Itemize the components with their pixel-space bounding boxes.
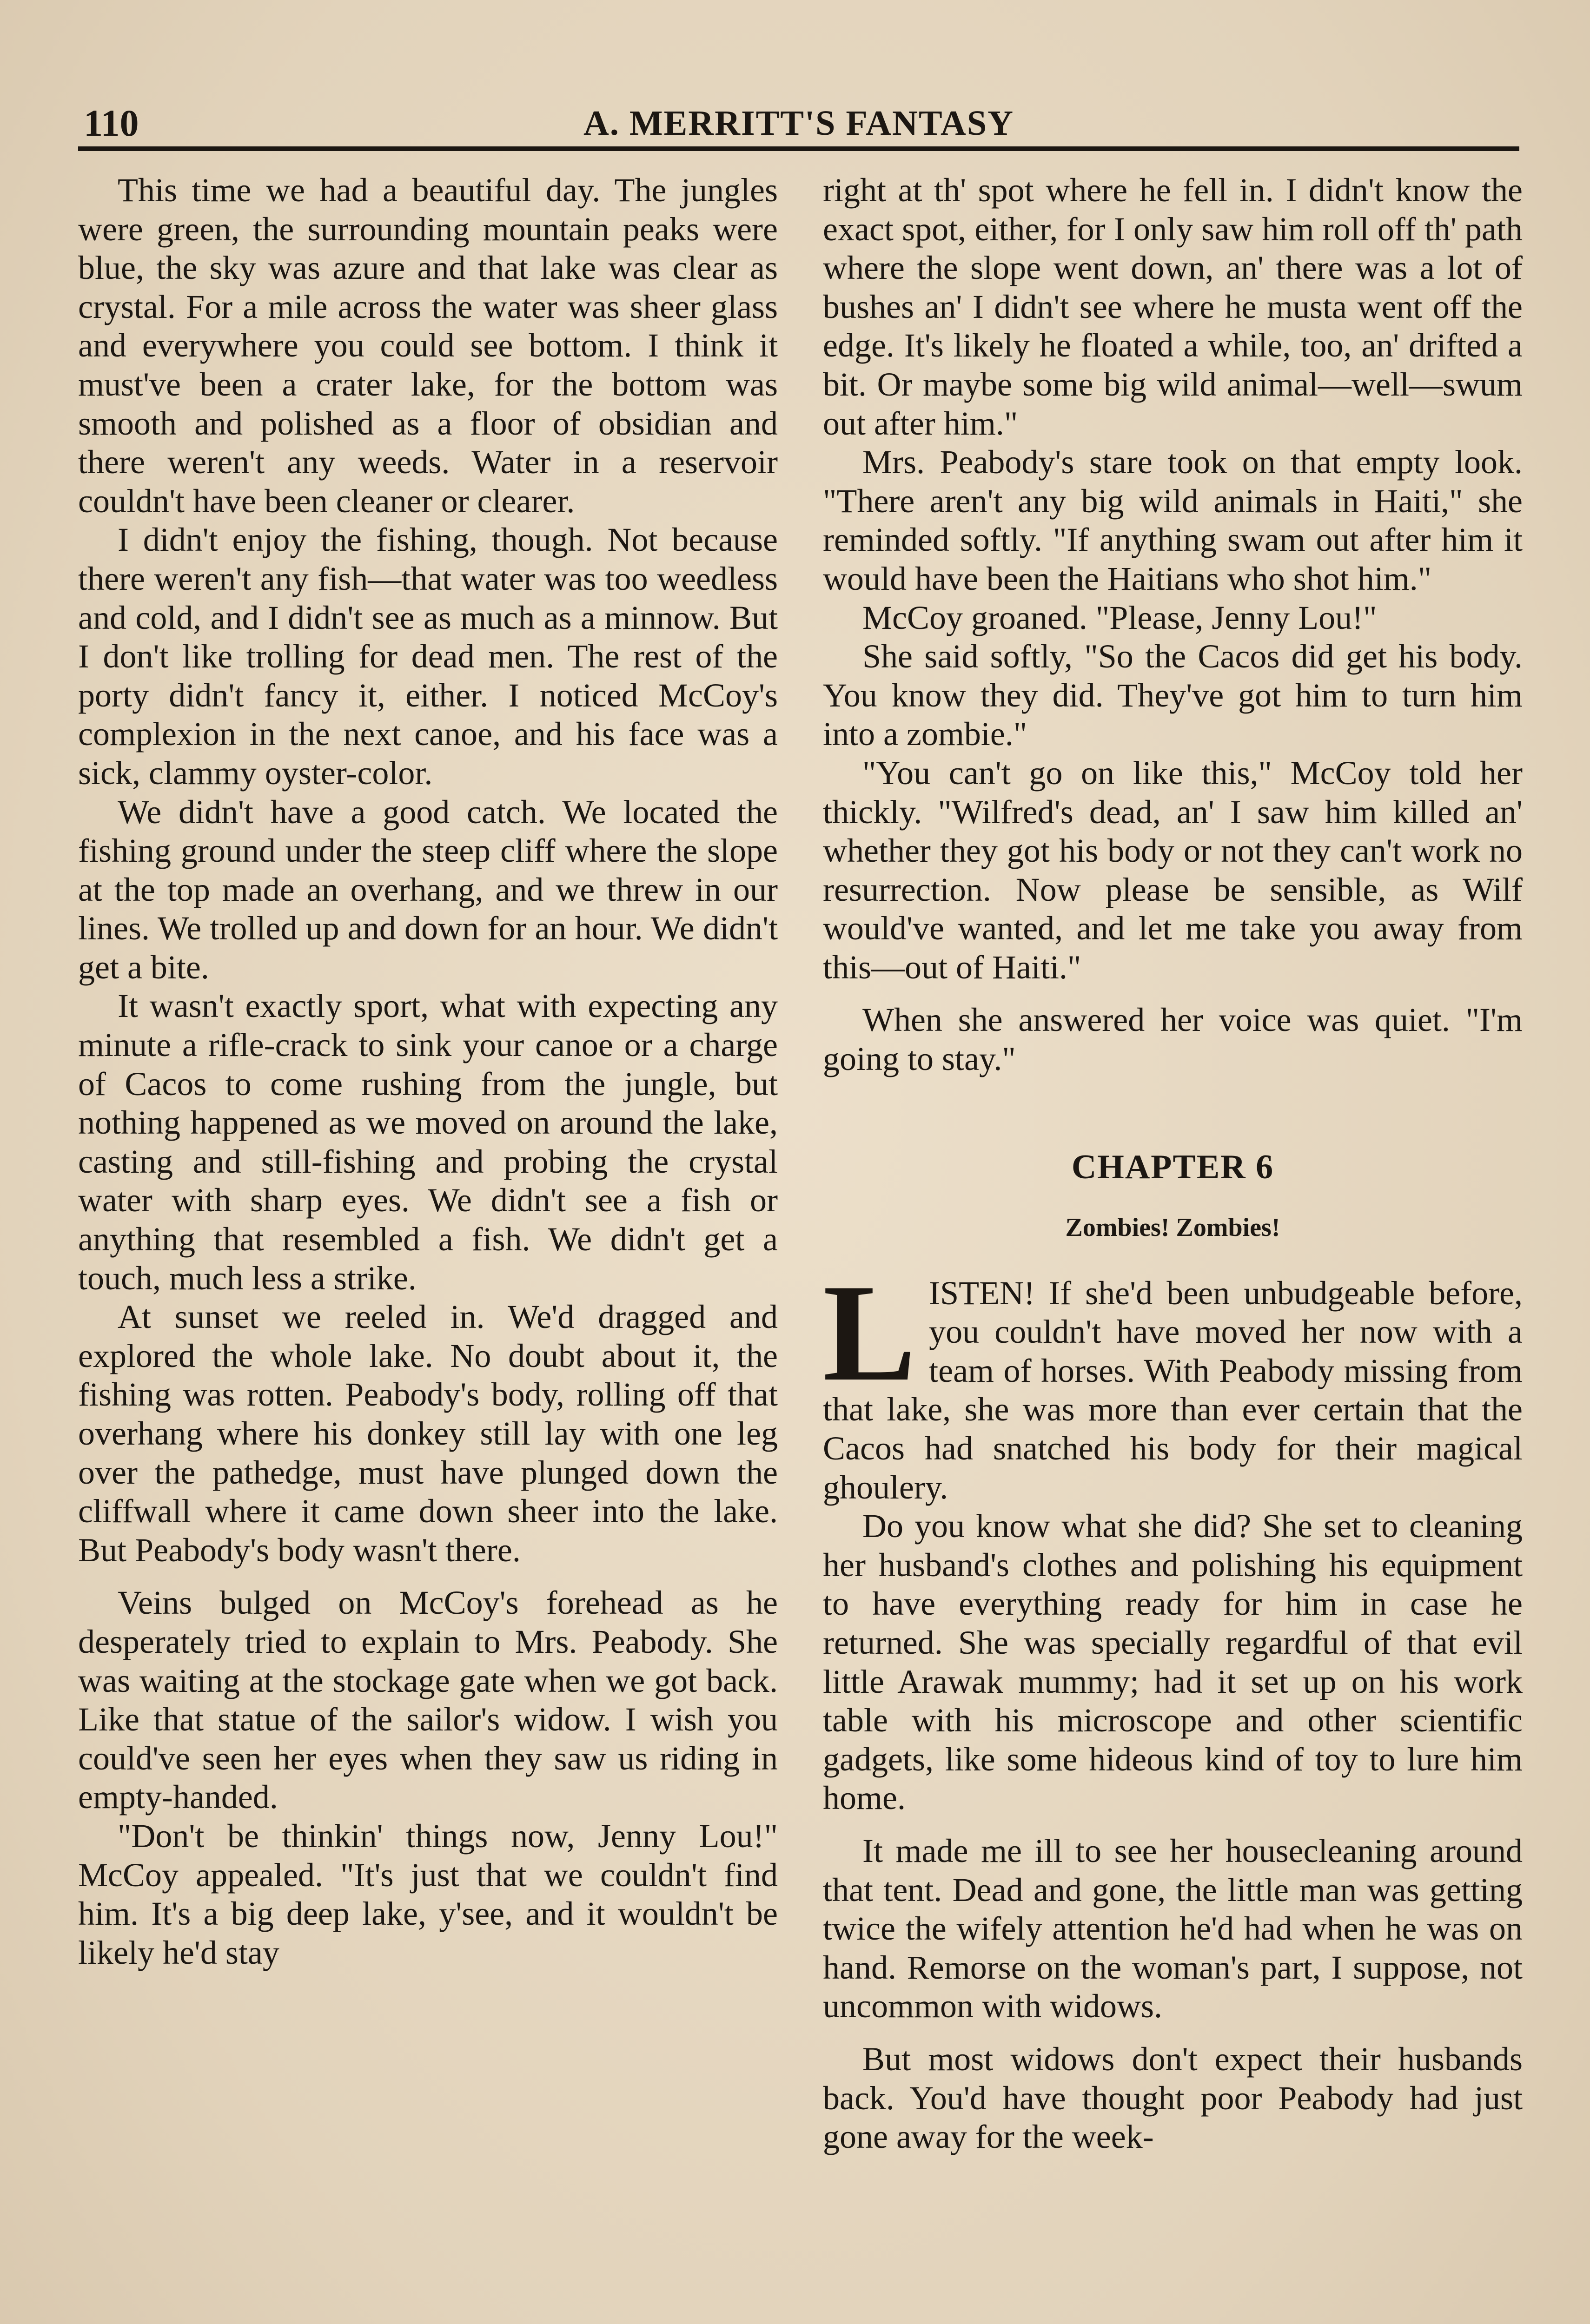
paragraph: When she answered her voice was quiet. "I'm going to stay." (823, 1001, 1523, 1078)
paragraph: It wasn't exactly sport, what with expecting any minute a rifle-crack to sink your canoe or a charge of Cacos to come rushing from the jungle, but nothing happened as we moved on around the lake, casting and still-fishing and probing the crystal water with sharp eyes. We didn't see a fish or anything that resembled a fish. We didn't get a touch, much less a strike. (78, 987, 778, 1297)
right-column (823, 171, 1523, 2157)
paragraph: Mrs. Peabody's stare took on that empty look. "There aren't any big wild animals in Haiti," she reminded softly. "If anything swam out after him it would have been the Haitians who shot him." (823, 443, 1523, 597)
paragraph: This time we had a beautiful day. The jungles were green, the surrounding mountain peaks were blue, the sky was azure and that lake was clear as crystal. For a mile across the water was sheer glass and everywhere you could see bottom. I think it must've been a crater lake, for the bottom was smooth and polished as a floor of obsidian and there weren't any weeds. Water in a reservoir couldn't have been cleaner or clearer. (78, 172, 778, 520)
paragraph: But most widows don't expect their husbands back. You'd have thought poor Peabody had just gone away for the week- (823, 2040, 1523, 2156)
paragraph: "Don't be thinkin' things now, Jenny Lou!" McCoy appealed. "It's just that we couldn't find him. It's a big deep lake, y'see, and it wouldn't be likely he'd stay (78, 1817, 778, 1971)
chapter-subtitle: Zombies! Zombies! (1065, 1213, 1280, 1242)
page-number: 110 (84, 102, 139, 144)
paragraph: I didn't enjoy the fishing, though. Not because there weren't any fish—that water was too weedless and cold, and I didn't see as much as a minnow. But I don't like trolling for dead men. The rest of the porty didn't fancy it, either. I noticed McCoy's complexion in the next canoe, and his face was a sick, clammy oyster-color. (78, 521, 778, 792)
paragraph: It made me ill to see her housecleaning around that tent. Dead and gone, the little man was getting twice the wifely attention he'd had when he was on hand. Remorse on the woman's part, I suppose, not uncommon with widows. (823, 1832, 1523, 2025)
chapter-heading: CHAPTER 6 (1071, 1148, 1274, 1186)
left-column (78, 171, 778, 1972)
paragraph: At sunset we reeled in. We'd dragged and explored the whole lake. No doubt about it, the fishing was rotten. Peabody's body, rolling off that overhang where his donkey still lay with one leg over the pathedge, must have plunged down the cliffwall where it came down sheer into the lake. But Peabody's body wasn't there. (78, 1298, 778, 1569)
paragraph: Do you know what she did? She set to cleaning her husband's clothes and polishing his equipment to have everything ready for him in case he returned. She was specially regardful of that evil little Arawak mummy; had it set up on his work table with his microscope and other scientific gadgets, like some hideous kind of toy to lure him home. (823, 1507, 1523, 1817)
paragraph: McCoy groaned. "Please, Jenny Lou!" (862, 599, 1377, 636)
paragraph: She said softly, "So the Cacos did get his body. You know they did. They've got him to turn him into a zombie." (823, 638, 1523, 753)
paragraph: Veins bulged on McCoy's forehead as he desperately tried to explain to Mrs. Peabody. She was waiting at the stockage gate when we got back. Like that statue of the sailor's widow. I wish you could've seen her eyes when they saw us riding in empty-handed. (78, 1584, 778, 1816)
magazine-title: A. MERRITT'S FANTASY (583, 104, 1014, 143)
paragraph: right at th' spot where he fell in. I didn't know the exact spot, either, for I only saw him roll off th' path where the slope went down, an' there was a lot of bushes an' I didn't see where he musta went off the edge. It's likely he floated a while, too, an' drifted a bit. Or maybe some big wild animal—well—swum out after him." (823, 172, 1523, 442)
chapter-opening-paragraph (823, 1255, 1523, 1507)
drop-cap: L (823, 1255, 916, 1410)
chapter-opening-text: ISTEN! If she'd been unbudgeable before, you couldn't have moved her now with a team of horses. With Peabody missing from that lake, she was more than ever certain that the Cacos had snatched his body for their magical ghoulery. (823, 1274, 1523, 1506)
paragraph: "You can't go on like this," McCoy told her thickly. "Wilfred's dead, an' I saw him killed an' whether they got his body or not they can't work no resurrection. Now please be sensible, as Wilf would've wanted, and let me take you away from this—out of Haiti." (823, 754, 1523, 986)
paragraph: We didn't have a good catch. We located the fishing ground under the steep cliff where the slope at the top made an overhang, and we threw in our lines. We trolled up and down for an hour. We didn't get a bite. (78, 793, 778, 986)
page-header (78, 100, 1519, 151)
